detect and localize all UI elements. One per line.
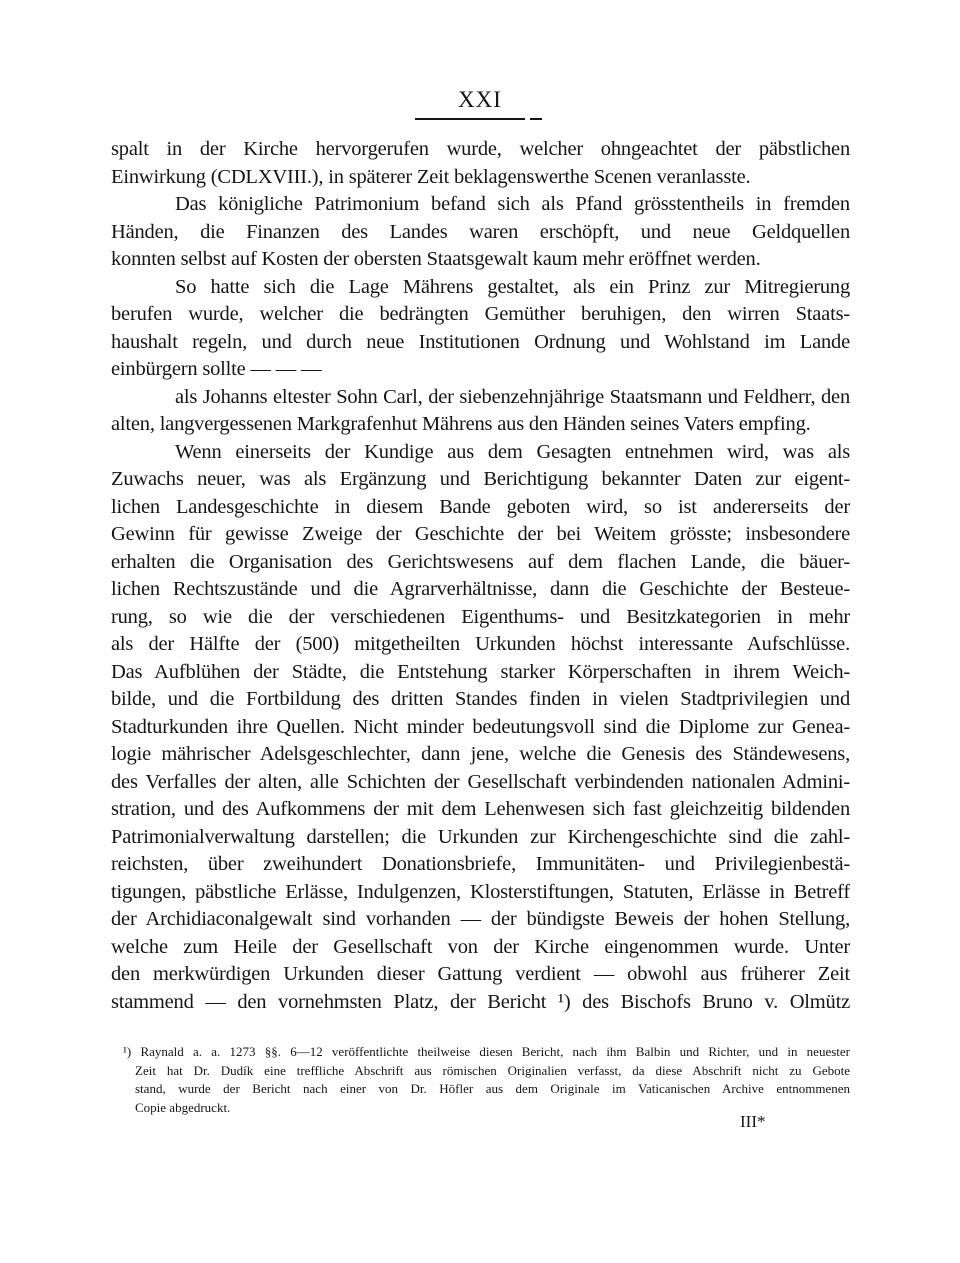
footnote-line: Copie abgedruckt.: [135, 1099, 231, 1115]
text-line: haushalt regeln, und durch neue Institutionen Ordnung und Wohlstand im Lande: [111, 330, 850, 353]
footnote-line: Zeit hat Dr. Dudík eine treffliche Abschrift aus römischen Originalien verfasst, da diese Abschrift nicht zu Gebote: [135, 1062, 850, 1078]
text-line: berufen wurde, welcher die bedrängten Gemüther beruhigen, den wirren Staats-: [111, 303, 850, 325]
main-text: [111, 136, 850, 1016]
text-line: rung, so wie die der verschiedenen Eigenthums- und Besitzkategorien in mehr: [111, 605, 850, 628]
header-rule: [415, 118, 525, 120]
text-line: Einwirkung (CDLXVIII.), in späterer Zeit beklagenswerthe Scenen veranlasste.: [111, 165, 751, 188]
text-line: bilde, und die Fortbildung des dritten Standes finden in vielen Stadtprivilegien und: [111, 688, 850, 710]
text-line: Wenn einerseits der Kundige aus dem Gesagten entnehmen wird, was als: [175, 440, 850, 463]
text-line: lichen Landesgeschichte in diesem Bande geboten wird, so ist andererseits der: [111, 495, 850, 518]
text-line: den merkwürdigen Urkunden dieser Gattung verdient — obwohl aus früherer Zeit: [111, 963, 850, 985]
footnote-line: ¹) Raynald a. a. 1273 §§. 6—12 veröffentlichte theilweise diesen Bericht, nach ihm Balbin und Richter, und in neuester: [123, 1044, 850, 1059]
footnote-line: stand, wurde der Bericht nach einer von Dr. Höfler aus dem Originale im Vaticanischen Archive entnommenen: [135, 1081, 850, 1096]
text-line: Das Aufblühen der Städte, die Entstehung starker Körperschaften in ihrem Weich-: [111, 660, 850, 683]
text-line: konnten selbst auf Kosten der obersten Staatsgewalt kaum mehr eröffnet werden.: [111, 248, 761, 270]
text-line: So hatte sich die Lage Mährens gestaltet, als ein Prinz zur Mitregierung: [175, 275, 850, 298]
text-line: alten, langvergessenen Markgrafenhut Mährens aus den Händen seines Vaters empfing.: [111, 413, 811, 435]
text-line: stration, und des Aufkommens der mit dem Lehenwesen sich fast gleichzeitig bildenden: [111, 798, 850, 820]
footnotes: [111, 1043, 850, 1117]
text-line: lichen Rechtszustände und die Agrarverhältnisse, dann die Geschichte der Besteue-: [111, 578, 850, 600]
signature-mark: III*: [740, 1112, 766, 1131]
text-line: tigungen, päbstliche Erlässe, Indulgenzen, Klosterstiftungen, Statuten, Erlässe in Betreff: [111, 880, 850, 903]
text-line: stammend — den vornehmsten Platz, der Bericht ¹) des Bischofs Bruno v. Olmütz: [111, 990, 850, 1013]
text-line: spalt in der Kirche hervorgerufen wurde, welcher ohngeachtet der päbstlichen: [111, 138, 850, 160]
text-line: erhalten die Organisation des Gerichtswesens auf dem flachen Lande, die bäuer-: [111, 550, 850, 573]
text-line: Das königliche Patrimonium befand sich als Pfand grösstentheils in fremden: [175, 193, 850, 215]
text-line: als Johanns eltester Sohn Carl, der siebenzehnjährige Staatsmann und Feldherr, den: [175, 385, 850, 408]
text-line: Zuwachs neuer, was als Ergänzung und Berichtigung bekannter Daten zur eigent-: [111, 468, 850, 490]
text-line: Stadturkunden ihre Quellen. Nicht minder bedeutungsvoll sind die Diplome zur Genea-: [111, 715, 850, 738]
text-line: Gewinn für gewisse Zweige der Geschichte der bei Weitem grösste; insbesondere: [111, 523, 850, 545]
header-rule-tail: [530, 118, 542, 120]
text-line: einbürgern sollte — — —: [111, 358, 322, 380]
text-line: welche zum Heile der Gesellschaft von der Kirche eingenommen wurde. Unter: [111, 935, 850, 958]
text-line: der Archidiaconalgewalt sind vorhanden — der bündigste Beweis der hohen Stellung,: [111, 908, 850, 930]
text-line: des Verfalles der alten, alle Schichten der Gesellschaft verbindenden nationalen Admini-: [111, 770, 850, 793]
text-line: reichsten, über zweihundert Donationsbriefe, Immunitäten- und Privilegienbestä-: [111, 853, 850, 875]
page-number: XXI: [458, 87, 502, 112]
text-line: Händen, die Finanzen des Landes waren erschöpft, und neue Geldquellen: [111, 220, 850, 243]
text-line: als der Hälfte der (500) mitgetheilten Urkunden höchst interessante Aufschlüsse.: [111, 633, 850, 655]
text-line: Patrimonialverwaltung darstellen; die Urkunden zur Kirchengeschichte sind die zahl-: [111, 825, 850, 848]
text-line: logie mährischer Adelsgeschlechter, dann jene, welche die Genesis des Ständewesens,: [111, 743, 850, 765]
